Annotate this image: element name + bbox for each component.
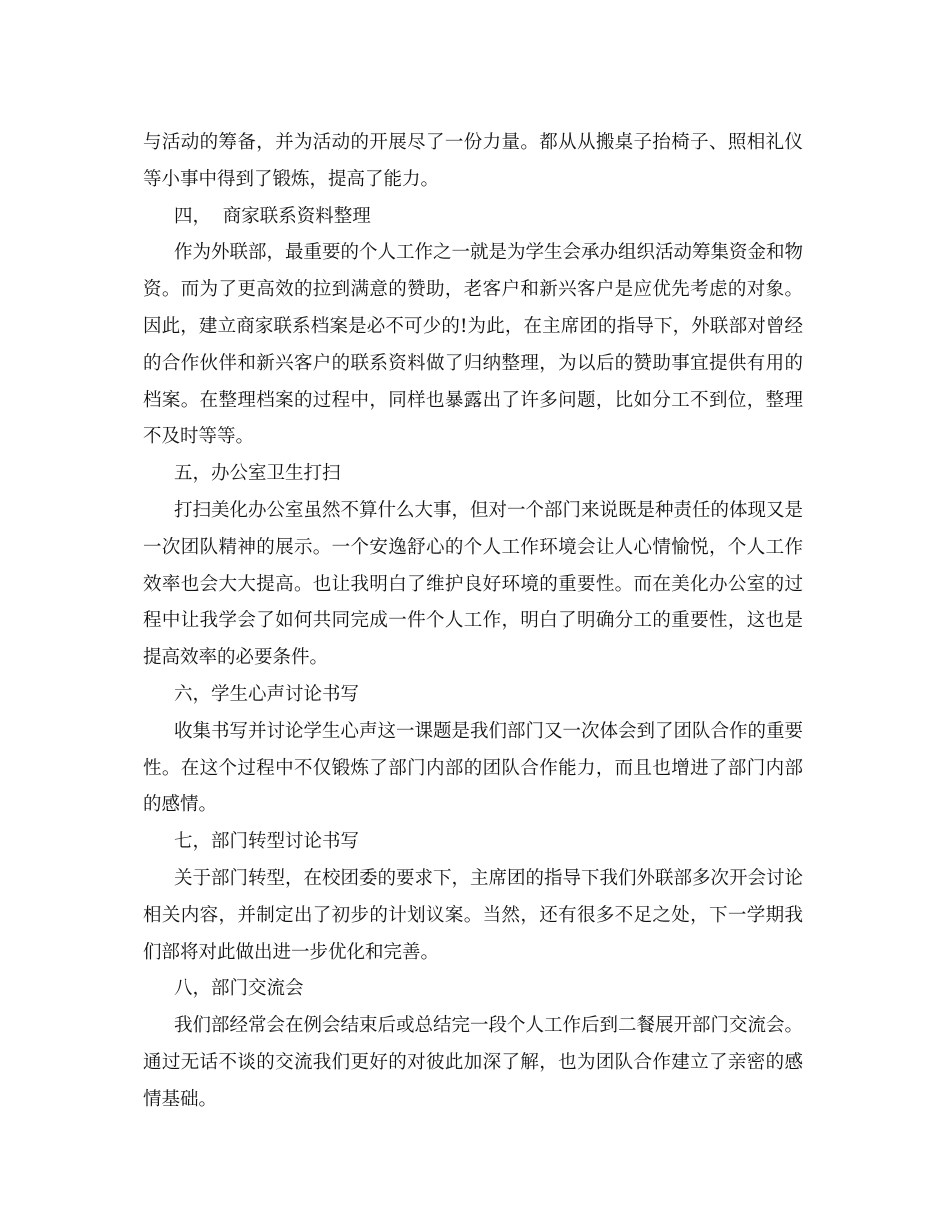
section-heading-4: 四， 商家联系资料整理 [174,205,371,227]
paragraph-section-4: 作为外联部，最重要的个人工作之一就是为学生会承办组织活动筹集资金和物资。而为了更高效的拉到满意的赞助，老客户和新兴客户是应优先考虑的对象。因此，建立商家联系档案是必不可少的!为此，在主席团的指导下，外联部对曾经的合作伙伴和新兴客户的联系资料做了归纳整理，为以后的赞助事宜提供有用的档案。在整理档案的过程中，同样也暴露出了许多问题，比如分工不到位，整理不及时等等。 [143,242,804,448]
paragraph-section-5: 打扫美化办公室虽然不算什么大事，但对一个部门来说既是种责任的体现又是一次团队精神的展示。一个安逸舒心的个人工作环境会让人心情愉悦，个人工作效率也会大大提高。也让我明白了维护良好环境的重要性。而在美化办公室的过程中让我学会了如何共同完成一件个人工作，明白了明确分工的重要性，这也是提高效率的必要条件。 [143,499,804,669]
paragraph-section-6: 收集书写并讨论学生心声这一课题是我们部门又一次体会到了团队合作的重要性。在这个过程中不仅锻炼了部门内部的团队合作能力，而且也增进了部门内部的感情。 [143,720,804,816]
section-heading-6: 六，学生心声讨论书写 [174,683,360,705]
document-body [143,125,803,1119]
paragraph-section-7: 关于部门转型，在校团委的要求下，主席团的指导下我们外联部多次开会讨论相关内容，并制定出了初步的计划议案。当然，还有很多不足之处，下一学期我们部将对此做出进一步优化和完善。 [143,867,804,963]
paragraph-intro: 与活动的筹备，并为活动的开展尽了一份力量。都从从搬桌子抬椅子、照相礼仪等小事中得到了锻炼，提高了能力。 [143,132,803,190]
paragraph-section-8: 我们部经常会在例会结束后或总结完一段个人工作后到二餐展开部门交流会。通过无话不谈的交流我们更好的对彼此加深了解，也为团队合作建立了亲密的感情基础。 [143,1015,804,1110]
section-heading-7: 七，部门转型讨论书写 [174,831,360,853]
section-heading-8: 八，部门交流会 [174,978,304,1000]
section-heading-5: 五，办公室卫生打扫 [174,463,341,485]
